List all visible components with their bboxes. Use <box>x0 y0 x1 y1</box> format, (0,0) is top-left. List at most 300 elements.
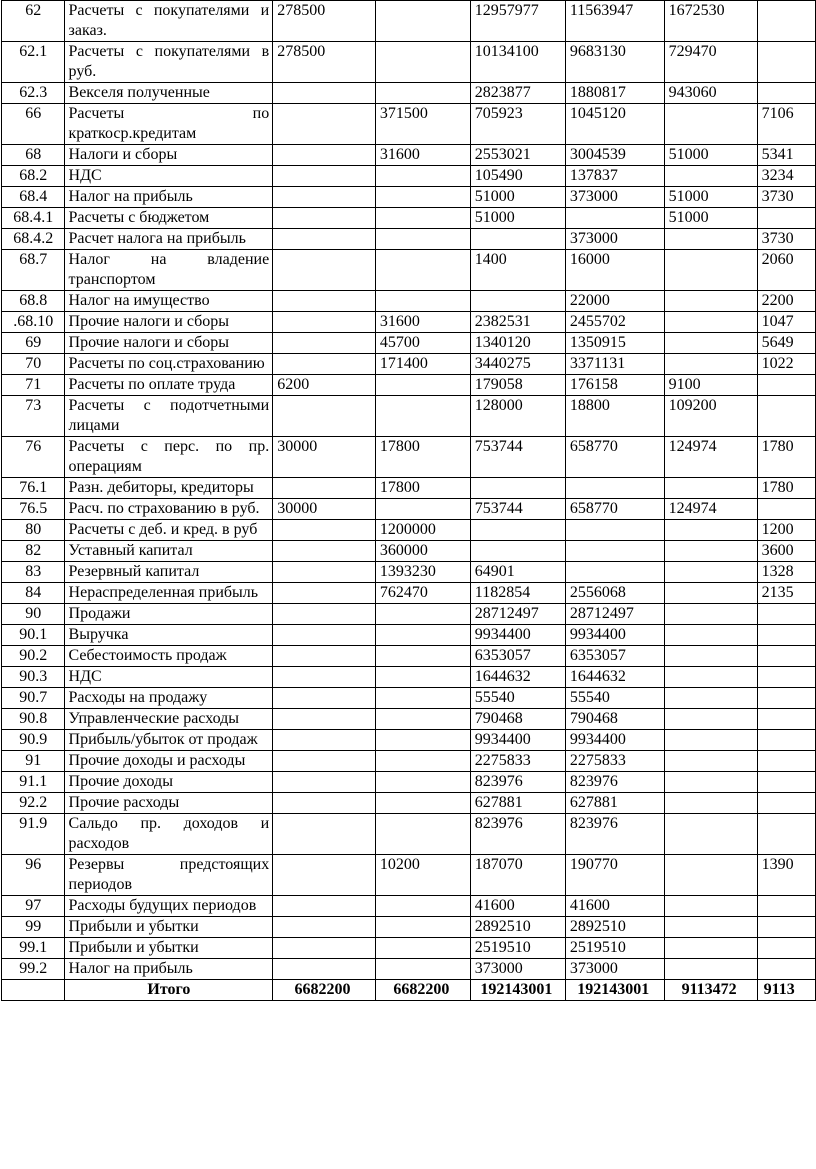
turnover-debit: 9934400 <box>470 730 565 751</box>
account-name: НДС <box>64 667 273 688</box>
closing-credit: 2200 <box>757 291 815 312</box>
table-row <box>2 688 816 709</box>
turnover-debit <box>470 291 565 312</box>
opening-debit <box>273 667 376 688</box>
turnover-credit: 2556068 <box>565 583 664 604</box>
total-opening-debit: 6682200 <box>273 980 376 1001</box>
table-row <box>2 42 816 83</box>
closing-credit: 1022 <box>757 354 815 375</box>
account-name: Расчеты по краткоср.кредитам <box>64 104 273 145</box>
account-name: Налог на имущество <box>64 291 273 312</box>
opening-credit: 1393230 <box>375 562 470 583</box>
closing-debit: 109200 <box>664 396 757 437</box>
closing-debit <box>664 604 757 625</box>
opening-credit <box>375 667 470 688</box>
closing-debit <box>664 104 757 145</box>
closing-credit <box>757 625 815 646</box>
opening-credit <box>375 499 470 520</box>
account-code: 99.2 <box>2 959 65 980</box>
closing-debit: 943060 <box>664 83 757 104</box>
closing-credit <box>757 499 815 520</box>
table-row <box>2 917 816 938</box>
opening-debit <box>273 562 376 583</box>
opening-credit <box>375 917 470 938</box>
opening-debit <box>273 104 376 145</box>
turnover-debit: 51000 <box>470 208 565 229</box>
turnover-credit <box>565 478 664 499</box>
account-name: Векселя полученные <box>64 83 273 104</box>
turnover-debit <box>470 229 565 250</box>
turnover-credit: 373000 <box>565 229 664 250</box>
table-row <box>2 604 816 625</box>
table-row <box>2 354 816 375</box>
turnover-credit: 190770 <box>565 855 664 896</box>
opening-debit: 30000 <box>273 437 376 478</box>
opening-debit <box>273 793 376 814</box>
closing-debit <box>664 751 757 772</box>
table-row <box>2 959 816 980</box>
closing-credit: 2060 <box>757 250 815 291</box>
total-closing-credit: 9113 <box>757 980 815 1001</box>
account-name: Резервный капитал <box>64 562 273 583</box>
opening-credit <box>375 187 470 208</box>
turnover-debit <box>470 478 565 499</box>
table-row <box>2 938 816 959</box>
closing-debit <box>664 855 757 896</box>
account-code: 91.9 <box>2 814 65 855</box>
total-row <box>2 980 816 1001</box>
opening-credit: 762470 <box>375 583 470 604</box>
turnover-debit: 28712497 <box>470 604 565 625</box>
account-code: 76.5 <box>2 499 65 520</box>
closing-credit <box>757 772 815 793</box>
table-row <box>2 104 816 145</box>
opening-debit <box>273 333 376 354</box>
opening-debit <box>273 730 376 751</box>
opening-credit <box>375 166 470 187</box>
opening-credit <box>375 751 470 772</box>
closing-debit: 51000 <box>664 208 757 229</box>
account-name: Себестоимость продаж <box>64 646 273 667</box>
turnover-credit: 16000 <box>565 250 664 291</box>
opening-debit <box>273 938 376 959</box>
closing-credit <box>757 396 815 437</box>
opening-credit: 31600 <box>375 145 470 166</box>
table-row <box>2 709 816 730</box>
table-row <box>2 751 816 772</box>
opening-debit <box>273 208 376 229</box>
opening-credit <box>375 959 470 980</box>
closing-debit <box>664 312 757 333</box>
turnover-debit: 1644632 <box>470 667 565 688</box>
account-name: Расчет налога на прибыль <box>64 229 273 250</box>
turnover-credit: 41600 <box>565 896 664 917</box>
closing-debit <box>664 917 757 938</box>
table-row <box>2 562 816 583</box>
turnover-credit: 3004539 <box>565 145 664 166</box>
opening-credit: 171400 <box>375 354 470 375</box>
account-name: Расчеты с бюджетом <box>64 208 273 229</box>
account-code: 99 <box>2 917 65 938</box>
closing-debit: 729470 <box>664 42 757 83</box>
turnover-debit: 823976 <box>470 772 565 793</box>
closing-credit <box>757 667 815 688</box>
account-name: Расчеты с подотчетными лицами <box>64 396 273 437</box>
account-code: 99.1 <box>2 938 65 959</box>
closing-credit <box>757 646 815 667</box>
table-row <box>2 793 816 814</box>
opening-credit <box>375 938 470 959</box>
account-code: 82 <box>2 541 65 562</box>
turnover-credit: 2455702 <box>565 312 664 333</box>
table-row <box>2 375 816 396</box>
account-code: 83 <box>2 562 65 583</box>
turnover-credit: 790468 <box>565 709 664 730</box>
opening-credit <box>375 814 470 855</box>
account-code: 96 <box>2 855 65 896</box>
account-code: 69 <box>2 333 65 354</box>
turnover-debit: 128000 <box>470 396 565 437</box>
account-name: Расходы будущих периодов <box>64 896 273 917</box>
account-code: 90.1 <box>2 625 65 646</box>
turnover-credit: 176158 <box>565 375 664 396</box>
table-row <box>2 291 816 312</box>
account-code: 68.8 <box>2 291 65 312</box>
opening-debit <box>273 959 376 980</box>
opening-debit <box>273 145 376 166</box>
account-name: Расчеты с деб. и кред. в руб <box>64 520 273 541</box>
turnover-credit <box>565 562 664 583</box>
opening-debit <box>273 250 376 291</box>
account-name: Продажи <box>64 604 273 625</box>
table-row <box>2 396 816 437</box>
opening-debit <box>273 917 376 938</box>
account-code: 62.3 <box>2 83 65 104</box>
turnover-debit: 3440275 <box>470 354 565 375</box>
turnover-debit: 2553021 <box>470 145 565 166</box>
opening-credit: 1200000 <box>375 520 470 541</box>
opening-credit: 45700 <box>375 333 470 354</box>
opening-debit <box>273 229 376 250</box>
account-code: 68.4.2 <box>2 229 65 250</box>
closing-debit: 51000 <box>664 187 757 208</box>
closing-credit: 2135 <box>757 583 815 604</box>
account-name: Расходы на продажу <box>64 688 273 709</box>
turnover-debit: 1400 <box>470 250 565 291</box>
closing-credit: 3730 <box>757 229 815 250</box>
table-row <box>2 541 816 562</box>
account-name: Уставный капитал <box>64 541 273 562</box>
closing-credit: 1390 <box>757 855 815 896</box>
turnover-credit: 823976 <box>565 772 664 793</box>
closing-credit: 3730 <box>757 187 815 208</box>
turnover-debit: 753744 <box>470 437 565 478</box>
total-code <box>2 980 65 1001</box>
turnover-debit: 179058 <box>470 375 565 396</box>
closing-credit <box>757 42 815 83</box>
turnover-credit: 1350915 <box>565 333 664 354</box>
account-name: Расчеты по соц.страхованию <box>64 354 273 375</box>
opening-credit <box>375 793 470 814</box>
turnover-debit: 12957977 <box>470 1 565 42</box>
opening-credit <box>375 250 470 291</box>
table-row <box>2 1 816 42</box>
table-row <box>2 250 816 291</box>
closing-debit <box>664 667 757 688</box>
opening-debit <box>273 583 376 604</box>
closing-debit <box>664 333 757 354</box>
opening-credit <box>375 772 470 793</box>
closing-debit <box>664 250 757 291</box>
table-row <box>2 187 816 208</box>
account-code: 90.9 <box>2 730 65 751</box>
table-row <box>2 896 816 917</box>
turnover-debit: 9934400 <box>470 625 565 646</box>
opening-credit: 371500 <box>375 104 470 145</box>
account-name: Налоги и сборы <box>64 145 273 166</box>
table-row <box>2 583 816 604</box>
opening-debit <box>273 751 376 772</box>
account-code: 90.2 <box>2 646 65 667</box>
account-name: Выручка <box>64 625 273 646</box>
opening-debit <box>273 166 376 187</box>
turnover-debit: 627881 <box>470 793 565 814</box>
turnover-credit: 627881 <box>565 793 664 814</box>
turnover-credit: 1880817 <box>565 83 664 104</box>
total-closing-debit: 9113472 <box>664 980 757 1001</box>
opening-debit <box>273 625 376 646</box>
account-code: 68.4.1 <box>2 208 65 229</box>
closing-credit <box>757 604 815 625</box>
turnover-credit: 18800 <box>565 396 664 437</box>
turnover-debit: 2823877 <box>470 83 565 104</box>
account-code: 62 <box>2 1 65 42</box>
opening-debit <box>273 772 376 793</box>
closing-debit <box>664 166 757 187</box>
table-row <box>2 855 816 896</box>
table-row <box>2 166 816 187</box>
closing-credit: 7106 <box>757 104 815 145</box>
opening-credit <box>375 646 470 667</box>
turnover-debit: 2382531 <box>470 312 565 333</box>
total-turnover-debit: 192143001 <box>470 980 565 1001</box>
total-turnover-credit: 192143001 <box>565 980 664 1001</box>
account-name: Налог на прибыль <box>64 187 273 208</box>
opening-debit <box>273 688 376 709</box>
closing-credit: 3600 <box>757 541 815 562</box>
opening-debit: 278500 <box>273 1 376 42</box>
turnover-debit: 6353057 <box>470 646 565 667</box>
closing-credit <box>757 83 815 104</box>
account-name: НДС <box>64 166 273 187</box>
closing-credit <box>757 938 815 959</box>
account-name: Прибыли и убытки <box>64 917 273 938</box>
opening-debit <box>273 709 376 730</box>
opening-credit <box>375 896 470 917</box>
turnover-balance-table <box>1 0 816 1001</box>
account-code: 97 <box>2 896 65 917</box>
opening-debit <box>273 646 376 667</box>
opening-debit <box>273 83 376 104</box>
turnover-credit: 373000 <box>565 187 664 208</box>
opening-credit <box>375 375 470 396</box>
closing-credit: 1780 <box>757 478 815 499</box>
closing-credit: 1328 <box>757 562 815 583</box>
table-row <box>2 312 816 333</box>
turnover-credit: 2892510 <box>565 917 664 938</box>
closing-credit <box>757 375 815 396</box>
opening-debit <box>273 520 376 541</box>
turnover-debit: 41600 <box>470 896 565 917</box>
closing-debit: 1672530 <box>664 1 757 42</box>
closing-debit <box>664 772 757 793</box>
closing-debit <box>664 625 757 646</box>
opening-debit <box>273 291 376 312</box>
closing-debit <box>664 646 757 667</box>
closing-debit <box>664 814 757 855</box>
account-name: Разн. дебиторы, кредиторы <box>64 478 273 499</box>
opening-debit <box>273 814 376 855</box>
account-name: Прочие доходы и расходы <box>64 751 273 772</box>
table-row <box>2 520 816 541</box>
closing-debit <box>664 520 757 541</box>
account-code: 68 <box>2 145 65 166</box>
account-code: 76.1 <box>2 478 65 499</box>
account-code: 90 <box>2 604 65 625</box>
account-name: Налог на прибыль <box>64 959 273 980</box>
table-row <box>2 625 816 646</box>
closing-credit <box>757 208 815 229</box>
table-row <box>2 730 816 751</box>
closing-debit <box>664 793 757 814</box>
turnover-credit: 2275833 <box>565 751 664 772</box>
account-code: 91.1 <box>2 772 65 793</box>
opening-credit: 17800 <box>375 478 470 499</box>
opening-credit <box>375 42 470 83</box>
table-row <box>2 478 816 499</box>
opening-debit: 30000 <box>273 499 376 520</box>
opening-debit: 6200 <box>273 375 376 396</box>
turnover-credit: 55540 <box>565 688 664 709</box>
account-name: Расчеты с покупателями и заказ. <box>64 1 273 42</box>
account-code: 71 <box>2 375 65 396</box>
opening-credit: 31600 <box>375 312 470 333</box>
opening-credit <box>375 291 470 312</box>
closing-debit <box>664 291 757 312</box>
opening-debit <box>273 896 376 917</box>
opening-credit <box>375 208 470 229</box>
turnover-debit: 1182854 <box>470 583 565 604</box>
opening-debit <box>273 604 376 625</box>
closing-debit <box>664 959 757 980</box>
opening-credit <box>375 730 470 751</box>
account-code: 68.4 <box>2 187 65 208</box>
total-opening-credit: 6682200 <box>375 980 470 1001</box>
table-row <box>2 333 816 354</box>
turnover-credit <box>565 541 664 562</box>
closing-credit <box>757 793 815 814</box>
total-label: Итого <box>64 980 273 1001</box>
closing-debit <box>664 541 757 562</box>
opening-debit <box>273 541 376 562</box>
account-code: .68.10 <box>2 312 65 333</box>
opening-credit <box>375 396 470 437</box>
opening-debit <box>273 187 376 208</box>
opening-credit <box>375 688 470 709</box>
account-name: Сальдо пр. доходов и расходов <box>64 814 273 855</box>
account-name: Расчеты с покупателями в руб. <box>64 42 273 83</box>
account-code: 90.8 <box>2 709 65 730</box>
turnover-credit: 9934400 <box>565 625 664 646</box>
turnover-credit: 823976 <box>565 814 664 855</box>
turnover-debit: 55540 <box>470 688 565 709</box>
turnover-credit: 22000 <box>565 291 664 312</box>
closing-credit: 5649 <box>757 333 815 354</box>
turnover-credit: 6353057 <box>565 646 664 667</box>
account-name: Расч. по страхованию в руб. <box>64 499 273 520</box>
closing-credit: 3234 <box>757 166 815 187</box>
closing-debit <box>664 478 757 499</box>
opening-credit <box>375 83 470 104</box>
table-row <box>2 229 816 250</box>
closing-debit <box>664 354 757 375</box>
table-row <box>2 667 816 688</box>
turnover-debit: 790468 <box>470 709 565 730</box>
closing-credit: 1200 <box>757 520 815 541</box>
opening-debit <box>273 396 376 437</box>
opening-credit: 360000 <box>375 541 470 562</box>
table-row <box>2 437 816 478</box>
closing-debit <box>664 562 757 583</box>
turnover-credit: 2519510 <box>565 938 664 959</box>
closing-debit <box>664 896 757 917</box>
turnover-debit <box>470 520 565 541</box>
turnover-debit: 2519510 <box>470 938 565 959</box>
closing-credit <box>757 730 815 751</box>
turnover-debit: 1340120 <box>470 333 565 354</box>
account-name: Налог на владение транспортом <box>64 250 273 291</box>
account-name: Прибыли и убытки <box>64 938 273 959</box>
table-row <box>2 814 816 855</box>
turnover-credit <box>565 520 664 541</box>
closing-debit <box>664 938 757 959</box>
account-name: Управленческие расходы <box>64 709 273 730</box>
closing-debit <box>664 583 757 604</box>
closing-debit <box>664 688 757 709</box>
closing-credit: 1780 <box>757 437 815 478</box>
table-row <box>2 772 816 793</box>
turnover-debit: 105490 <box>470 166 565 187</box>
account-code: 92.2 <box>2 793 65 814</box>
account-name: Расчеты с перс. по пр. операциям <box>64 437 273 478</box>
turnover-credit: 658770 <box>565 437 664 478</box>
closing-credit <box>757 688 815 709</box>
turnover-credit: 11563947 <box>565 1 664 42</box>
table-row <box>2 208 816 229</box>
account-code: 70 <box>2 354 65 375</box>
account-name: Прочие расходы <box>64 793 273 814</box>
account-name: Резервы предстоящих периодов <box>64 855 273 896</box>
closing-debit: 124974 <box>664 499 757 520</box>
closing-credit <box>757 1 815 42</box>
turnover-debit: 705923 <box>470 104 565 145</box>
closing-credit <box>757 959 815 980</box>
account-code: 62.1 <box>2 42 65 83</box>
account-name: Расчеты по оплате труда <box>64 375 273 396</box>
account-code: 84 <box>2 583 65 604</box>
closing-debit <box>664 709 757 730</box>
closing-credit <box>757 814 815 855</box>
